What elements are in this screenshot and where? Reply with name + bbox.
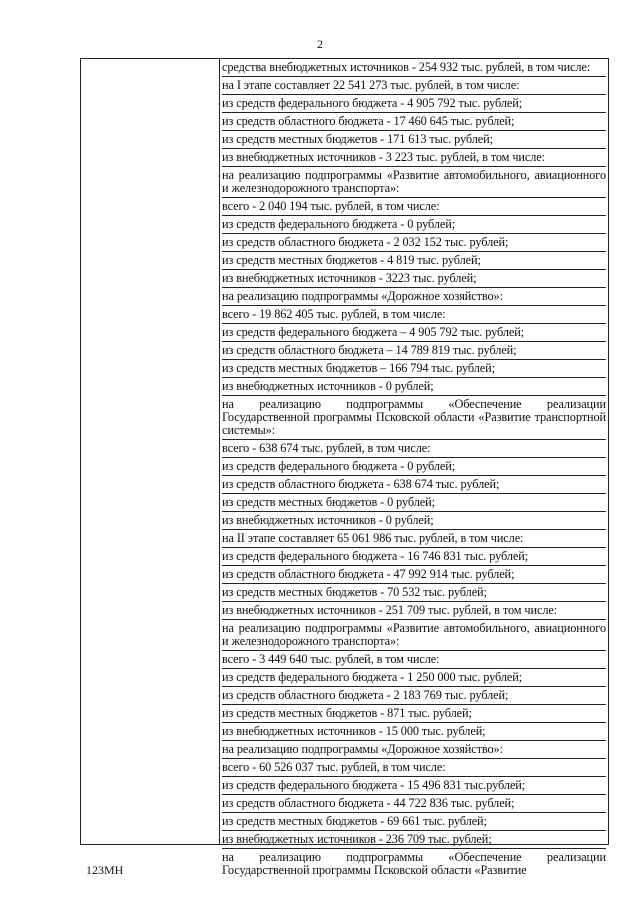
funding-line: из внебюджетных источников - 0 рублей;	[222, 512, 606, 530]
funding-line: из средств федерального бюджета - 0 рублей;	[222, 216, 606, 234]
funding-line: из средств областного бюджета - 2 183 769 тыс. рублей;	[222, 687, 606, 705]
funding-line: из средств местных бюджетов - 69 661 тыс. рублей;	[222, 813, 606, 831]
funding-line: из средств федерального бюджета - 15 496 831 тыс.рублей;	[222, 777, 606, 795]
funding-line: из средств местных бюджетов - 871 тыс. рублей;	[222, 705, 606, 723]
funding-line: из средств областного бюджета - 638 674 тыс. рублей;	[222, 476, 606, 494]
funding-line: из средств федерального бюджета - 0 рублей;	[222, 458, 606, 476]
funding-line: из средств местных бюджетов - 4 819 тыс. рублей;	[222, 252, 606, 270]
funding-line: на реализацию подпрограммы «Обеспечение реализации Государственной программы Псковской области «Развитие транспортной системы»:	[222, 396, 606, 440]
funding-line: из средств областного бюджета - 47 992 914 тыс. рублей;	[222, 566, 606, 584]
document-code: 123МН	[86, 863, 124, 877]
funding-line: из средств федерального бюджета - 16 746 831 тыс. рублей;	[222, 548, 606, 566]
funding-line: на I этапе составляет 22 541 273 тыс. рублей, в том числе:	[222, 77, 606, 95]
funding-line: на реализацию подпрограммы «Дорожное хозяйство»:	[222, 288, 606, 306]
funding-line: из средств местных бюджетов - 171 613 тыс. рублей;	[222, 131, 606, 149]
funding-line: всего - 638 674 тыс. рублей, в том числе:	[222, 440, 606, 458]
funding-line: из внебюджетных источников - 251 709 тыс. рублей, в том числе:	[222, 602, 606, 620]
funding-line: из средств местных бюджетов - 70 532 тыс. рублей;	[222, 584, 606, 602]
funding-line: из средств областного бюджета - 44 722 836 тыс. рублей;	[222, 795, 606, 813]
funding-line: из внебюджетных источников - 3223 тыс. рублей;	[222, 270, 606, 288]
funding-line: всего - 19 862 405 тыс. рублей, в том числе:	[222, 306, 606, 324]
page-number: 2	[317, 37, 323, 51]
funding-line: всего - 60 526 037 тыс. рублей, в том числе:	[222, 759, 606, 777]
funding-line: из внебюджетных источников - 15 000 тыс. рублей;	[222, 723, 606, 741]
funding-line: на реализацию подпрограммы «Развитие автомобильного, авиационного и железнодорожного транспорта»:	[222, 620, 606, 651]
funding-line: из средств областного бюджета – 14 789 819 тыс. рублей;	[222, 342, 606, 360]
funding-line: всего - 3 449 640 тыс. рублей, в том числе:	[222, 651, 606, 669]
funding-line: на II этапе составляет 65 061 986 тыс. рублей, в том числе:	[222, 530, 606, 548]
funding-line: на реализацию подпрограммы «Дорожное хозяйство»:	[222, 741, 606, 759]
funding-line: всего - 2 040 194 тыс. рублей, в том числе:	[222, 198, 606, 216]
funding-line: из средств местных бюджетов - 0 рублей;	[222, 494, 606, 512]
funding-line: средства внебюджетных источников - 254 932 тыс. рублей, в том числе:	[222, 59, 606, 77]
funding-line: из средств областного бюджета - 2 032 152 тыс. рублей;	[222, 234, 606, 252]
funding-line: из внебюджетных источников - 236 709 тыс. рублей;	[222, 831, 606, 849]
funding-line: из средств местных бюджетов – 166 794 тыс. рублей;	[222, 360, 606, 378]
funding-line: из внебюджетных источников - 3 223 тыс. рублей, в том числе:	[222, 149, 606, 167]
funding-line: из средств федерального бюджета - 1 250 000 тыс. рублей;	[222, 669, 606, 687]
funding-line: из средств областного бюджета - 17 460 645 тыс. рублей;	[222, 113, 606, 131]
funding-text-cell	[222, 59, 606, 879]
funding-line: на реализацию подпрограммы «Развитие автомобильного, авиационного и железнодорожного транспорта»:	[222, 167, 606, 198]
funding-line: из средств федерального бюджета – 4 905 792 тыс. рублей;	[222, 324, 606, 342]
funding-line: на реализацию подпрограммы «Обеспечение реализации Государственной программы Псковской области «Развитие	[222, 850, 606, 877]
column-divider	[219, 59, 220, 844]
funding-line: из внебюджетных источников - 0 рублей;	[222, 378, 606, 396]
funding-line: из средств федерального бюджета - 4 905 792 тыс. рублей;	[222, 95, 606, 113]
